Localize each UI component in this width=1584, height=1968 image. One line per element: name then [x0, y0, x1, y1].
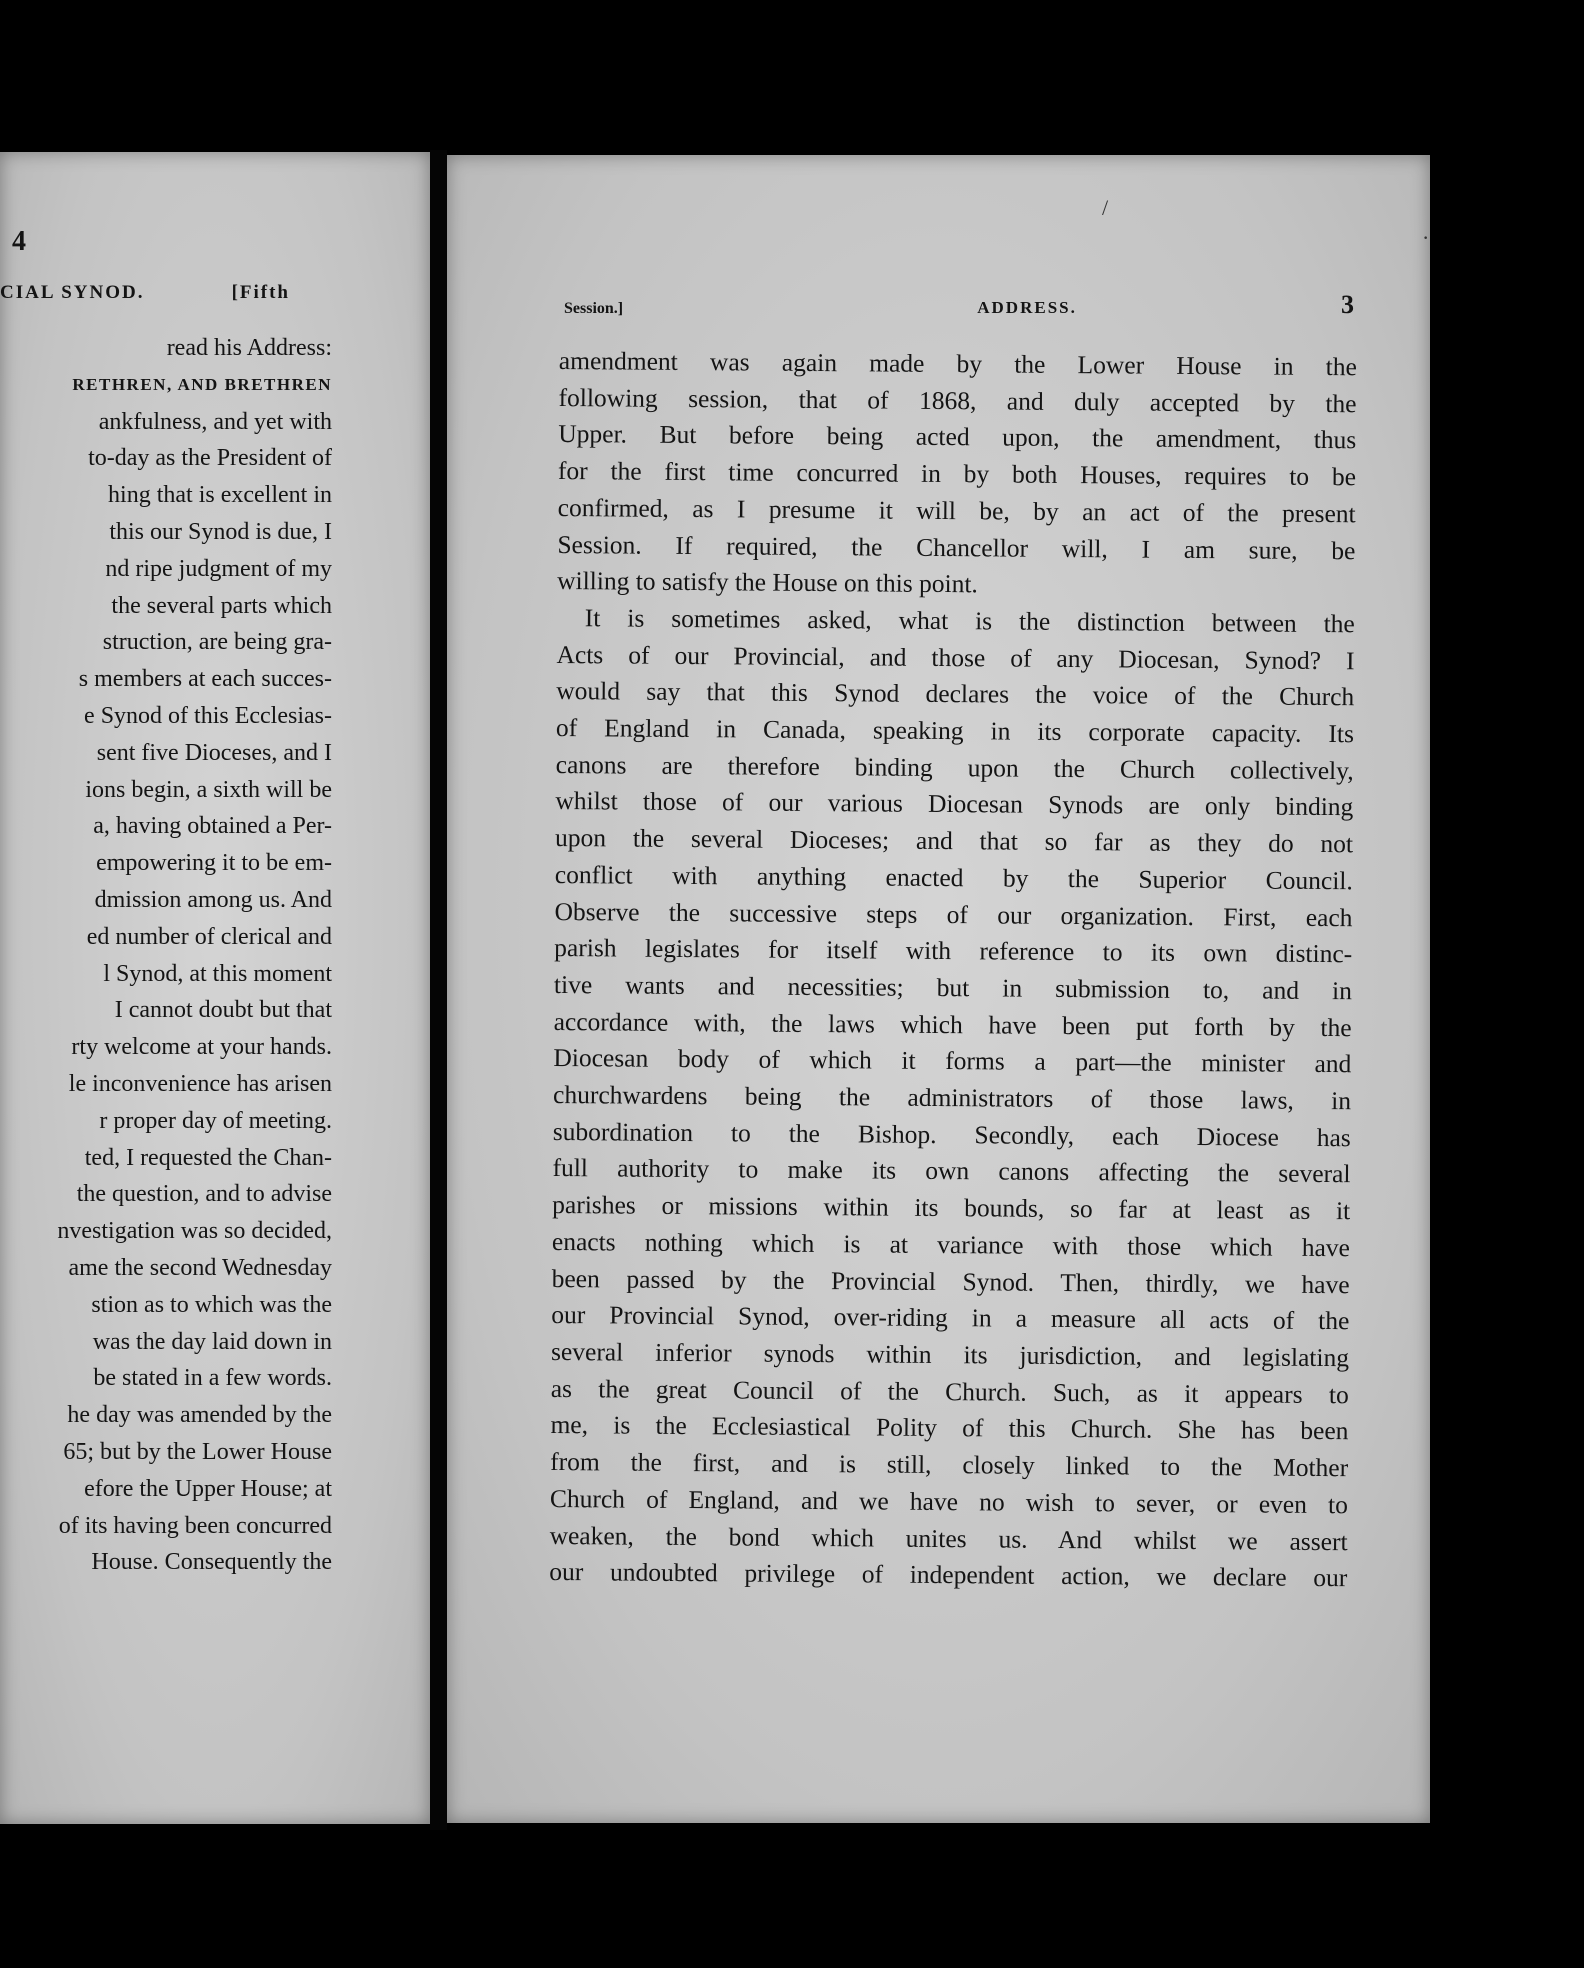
text-line: been passed by the Provincial Synod. Then, thirdly, we have	[551, 1263, 1350, 1299]
text-line: RETHREN, AND BRETHREN	[72, 374, 332, 394]
right-page-number: 3	[1340, 290, 1354, 319]
text-line: nvestigation was so decided,	[57, 1218, 332, 1245]
right-running-head	[564, 290, 1354, 320]
text-line: for the first time concurred in by both Houses, requires to be	[557, 456, 1357, 492]
text-line: I cannot doubt but that	[114, 997, 332, 1024]
page-gutter	[430, 150, 447, 1830]
text-line: Church of England, and we have no wish to sever, or even to	[549, 1483, 1349, 1520]
ink-speck: ·	[1422, 225, 1430, 250]
text-line: the question, and to advise	[76, 1181, 332, 1208]
text-line: a, having obtained a Per-	[93, 813, 332, 840]
text-line: parishes or missions within its bounds, so far at least as it	[552, 1190, 1351, 1226]
text-line: ed number of clerical and	[86, 923, 332, 950]
text-line: parish legislates for itself with reference to its own distinc-	[554, 933, 1353, 969]
text-line: rty welcome at your hands.	[71, 1034, 332, 1061]
text-line: Session. If required, the Chancellor will, I am sure, be	[557, 529, 1356, 565]
text-line: our Provincial Synod, over-riding in a measure all acts of the	[551, 1300, 1350, 1336]
text-line: enacts nothing which is at variance with those which have	[551, 1226, 1351, 1263]
text-line: was the day laid down in	[92, 1328, 332, 1355]
text-line: nd ripe judgment of my	[105, 555, 332, 582]
text-line: House. Consequently the	[91, 1549, 332, 1576]
text-line: subordination to the Bishop. Secondly, each Diocese has	[552, 1116, 1351, 1153]
text-line: r proper day of meeting.	[99, 1107, 332, 1134]
text-line: l Synod, at this moment	[103, 960, 332, 987]
text-line: of its having been concurred	[58, 1512, 332, 1539]
text-line: canons are therefore binding upon the Church collectively,	[555, 749, 1354, 785]
text-line: accordance with, the laws which have been put forth by the	[553, 1006, 1352, 1042]
text-line: ions begin, a sixth will be	[85, 776, 332, 803]
text-line: Observe the successive steps of our organization. First, each	[554, 896, 1353, 932]
text-line: several inferior synods within its jurisdiction, and legislating	[550, 1336, 1350, 1373]
text-line: sent five Dioceses, and I	[96, 739, 332, 766]
text-line: would say that this Synod declares the voice of the Church	[556, 676, 1355, 712]
text-line: le inconvenience has arisen	[68, 1070, 332, 1097]
text-line: churchwardens being the administrators of those laws, in	[552, 1080, 1352, 1116]
text-line: hing that is excellent in	[108, 482, 332, 509]
text-line: tive wants and necessities; but in submission to, and in	[553, 969, 1353, 1006]
text-line: full authority to make its own canons affecting the several	[552, 1153, 1351, 1189]
text-line: Diocesan body of which it forms a part—the minister and	[553, 1043, 1352, 1079]
text-line: struction, are being gra-	[102, 629, 332, 656]
text-line: ted, I requested the Chan-	[84, 1144, 332, 1171]
text-line: e Synod of this Ecclesias-	[84, 702, 332, 729]
left-page-text	[0, 330, 332, 1581]
text-line: our undoubted privilege of independent action, we declare our	[549, 1557, 1348, 1593]
text-line: following session, that of 1868, and duly accepted by the	[558, 382, 1357, 418]
text-line: s members at each succes-	[78, 666, 332, 693]
text-line: willing to satisfy the House on this point.	[557, 566, 978, 599]
text-line: of England in Canada, speaking in its corporate capacity. Its	[555, 713, 1355, 749]
text-line: confirmed, as I presume it will be, by an act of the present	[557, 492, 1356, 529]
text-line: this our Synod is due, I	[109, 518, 332, 545]
text-line: ame the second Wednesday	[68, 1254, 332, 1281]
text-line: be stated in a few words.	[93, 1365, 332, 1392]
text-line: weaken, the bond which unites us. And whilst we assert	[549, 1520, 1348, 1556]
running-head-title: ADDRESS.	[977, 298, 1077, 317]
text-line: efore the Upper House; at	[84, 1475, 332, 1502]
text-line: stion as to which was the	[91, 1291, 332, 1318]
left-page	[0, 152, 430, 1824]
text-line: me, is the Ecclesiastical Polity of this Church. She has been	[550, 1410, 1349, 1446]
left-running-head-title: CIAL SYNOD.	[0, 282, 145, 303]
text-line: the several parts which	[111, 592, 332, 619]
text-line: from the first, and is still, closely linked to the Mother	[550, 1447, 1349, 1483]
text-line: Acts of our Provincial, and those of any Diocesan, Synod? I	[556, 639, 1355, 675]
right-page-text	[549, 343, 1357, 1597]
left-page-number: 4	[12, 226, 26, 257]
right-page	[447, 155, 1430, 1823]
text-line: upon the several Dioceses; and that so far as they do not	[555, 823, 1354, 859]
text-line: ankfulness, and yet with	[98, 408, 332, 435]
session-label: Session.]	[564, 300, 624, 317]
text-line: 65; but by the Lower House	[63, 1438, 332, 1465]
text-line: Upper. But before being acted upon, the amendment, thus	[558, 419, 1357, 455]
left-running-head	[0, 282, 290, 304]
text-line: to-day as the President of	[88, 445, 332, 472]
text-line: read his Address:	[166, 335, 332, 361]
text-line: as the great Council of the Church. Such, as it appears to	[550, 1373, 1349, 1409]
ink-speck: /	[1102, 195, 1109, 220]
text-line: It is sometimes asked, what is the distinction between the	[584, 603, 1355, 639]
left-running-head-session: [Fifth	[231, 282, 290, 303]
text-line: amendment was again made by the Lower House in the	[558, 345, 1357, 382]
text-line: he day was amended by the	[67, 1402, 332, 1429]
text-line: whilst those of our various Diocesan Synods are only binding	[555, 786, 1354, 822]
text-line: conflict with anything enacted by the Superior Council.	[554, 859, 1353, 896]
text-line: empowering it to be em-	[96, 850, 332, 877]
text-line: dmission among us. And	[94, 886, 332, 913]
